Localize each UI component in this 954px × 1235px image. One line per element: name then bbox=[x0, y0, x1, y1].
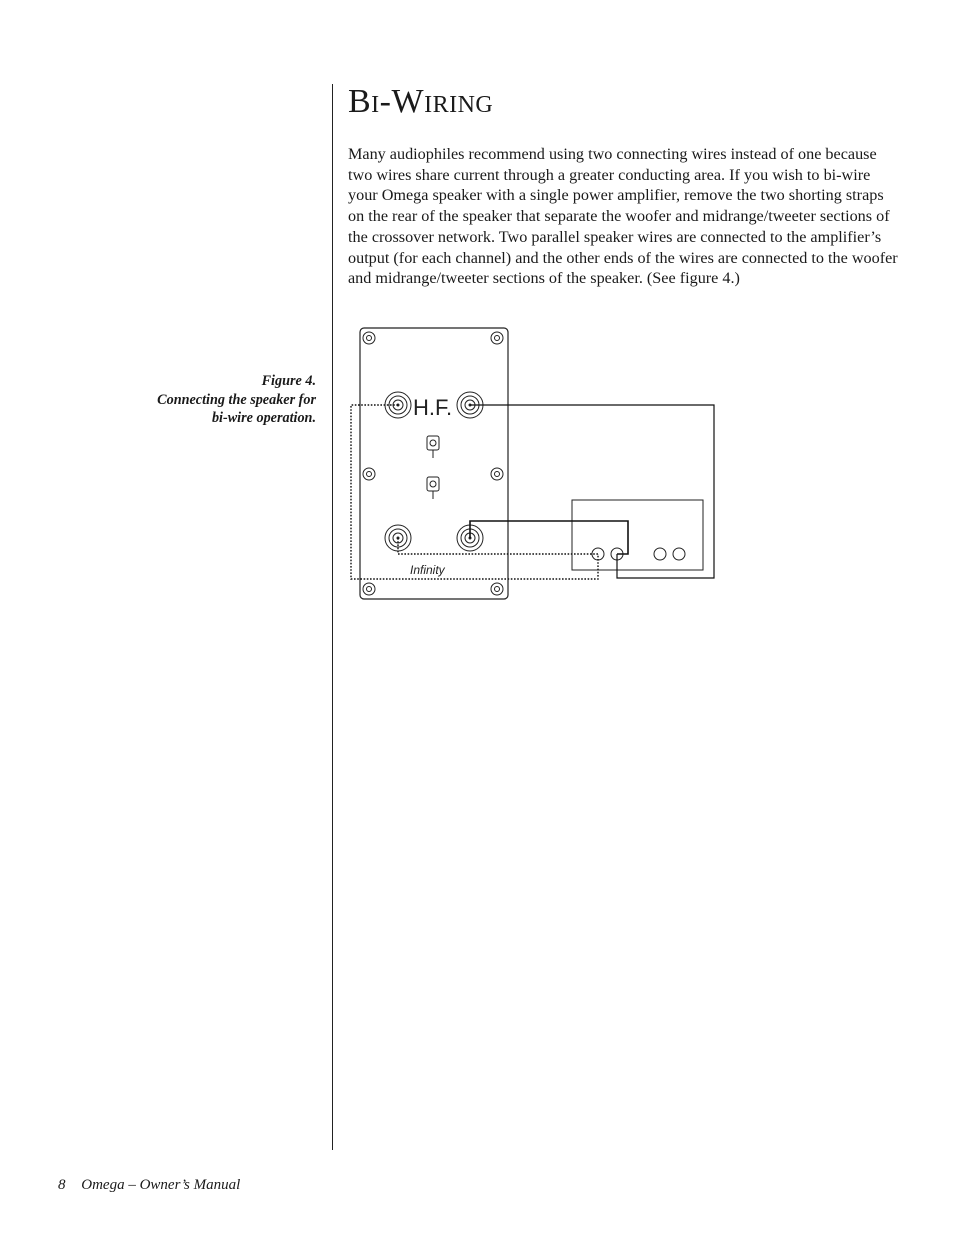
body-paragraph: Many audiophiles recommend using two connecting wires instead of one because two wires share current through a greater conducting area. If you wish to bi-wire your Omega speaker with a single power amplifier, remove the two shorting straps on the rear of the speaker that separate the woofer and midrange/tweeter sections of the crossover network. Two parallel speaker wires are connected to the amplifier’s output (for each channel) and the other ends of the wires are connected to the woofer and midrange/tweeter sections of the speaker. (See figure 4.) bbox=[348, 145, 898, 288]
caption-line: bi-wire operation. bbox=[211, 410, 316, 426]
caption-line: Connecting the speaker for bbox=[157, 391, 316, 408]
page-title: Bi-Wiring bbox=[348, 83, 494, 120]
column-divider bbox=[332, 84, 333, 1150]
amplifier-terminal-icon bbox=[592, 548, 685, 560]
switch-icon bbox=[427, 436, 439, 499]
screw-icon bbox=[363, 332, 503, 595]
binding-post-icon bbox=[385, 525, 483, 551]
hf-label: H.F. bbox=[413, 395, 453, 420]
speaker-panel bbox=[360, 328, 508, 599]
caption-line: Figure 4. bbox=[261, 373, 316, 389]
amplifier-box bbox=[572, 500, 703, 570]
wire-dotted bbox=[351, 405, 598, 579]
figure-caption bbox=[120, 372, 316, 428]
manual-title: Omega – Owner’s Manual bbox=[81, 1177, 241, 1193]
bi-wire-diagram bbox=[340, 320, 730, 610]
page-number: 8 bbox=[58, 1177, 66, 1193]
page-footer bbox=[58, 1177, 240, 1194]
brand-logo: Infinity bbox=[410, 563, 445, 577]
